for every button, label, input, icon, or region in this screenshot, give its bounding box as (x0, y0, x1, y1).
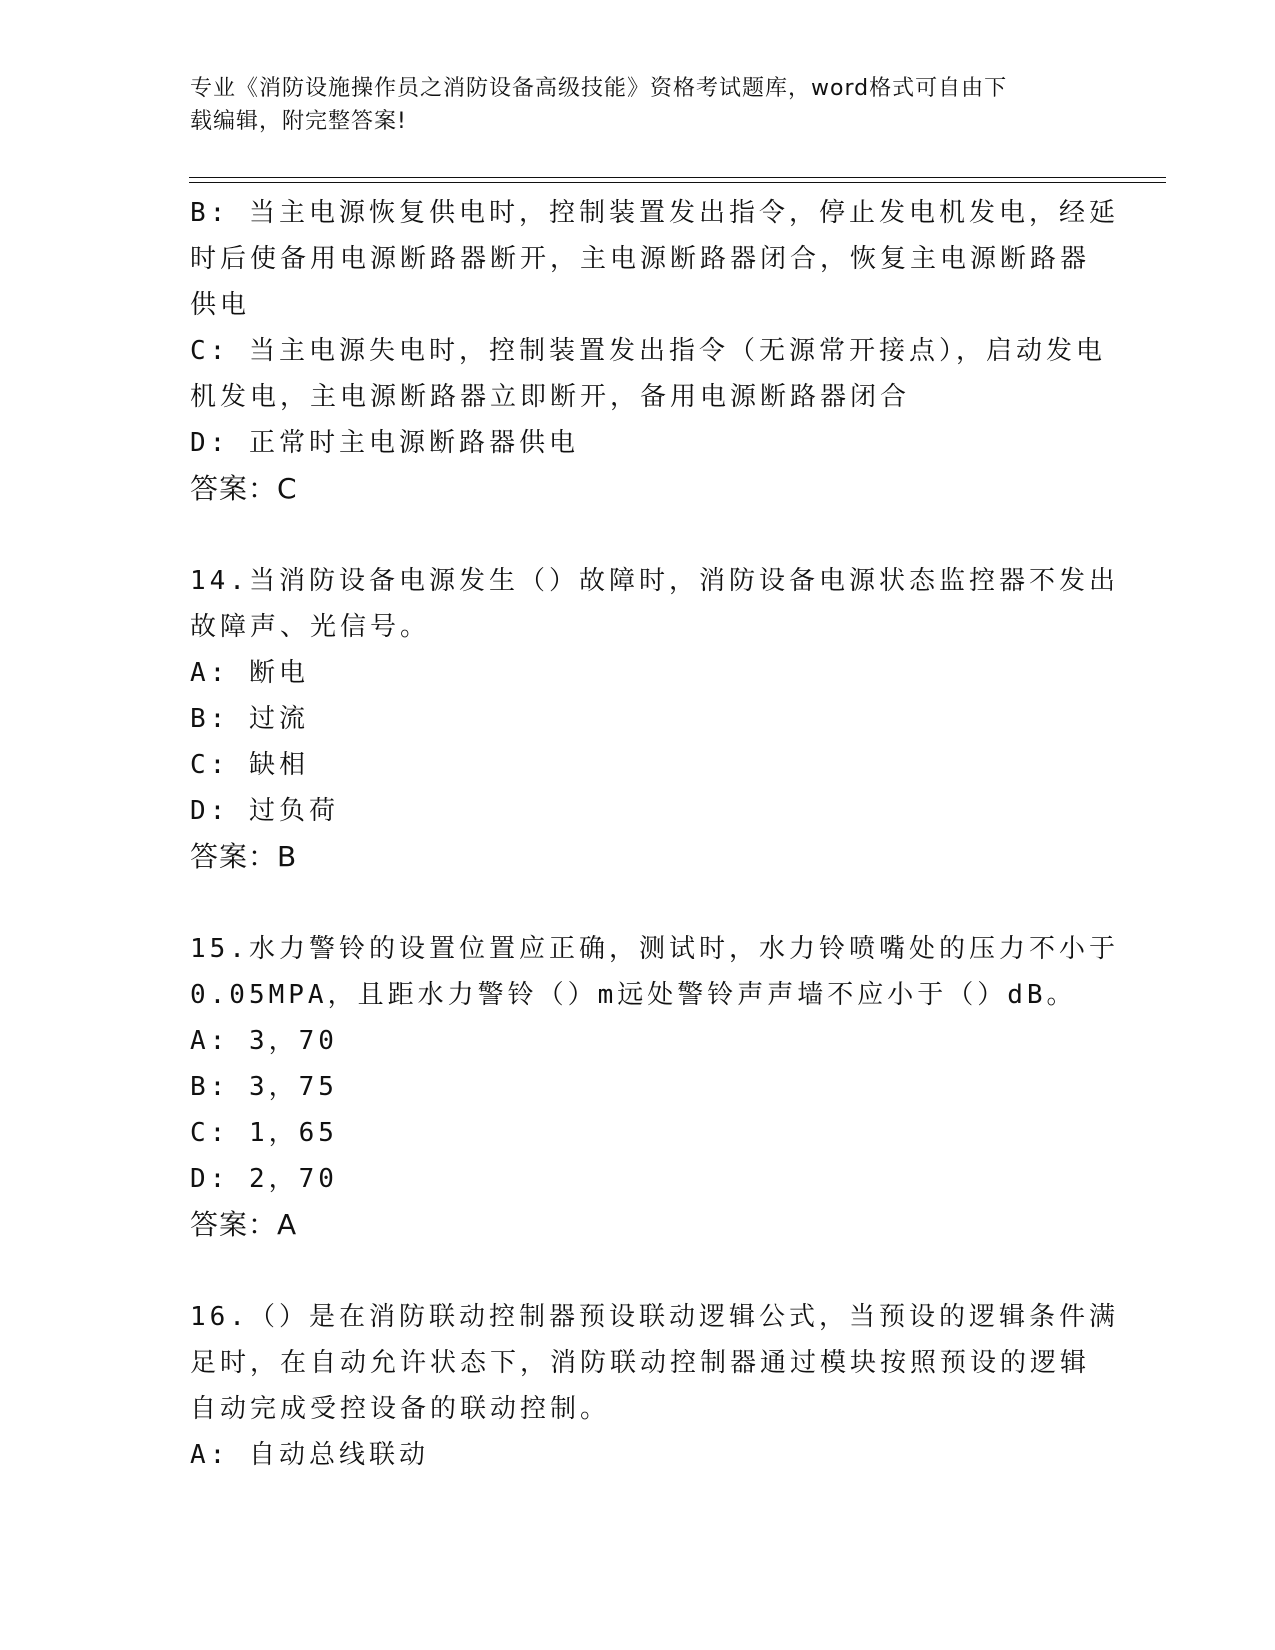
option-a: A: 断电 (190, 658, 309, 688)
option-b: B: 过流 (190, 704, 309, 734)
question-14 (190, 558, 1119, 880)
option-d: D: 2，70 (190, 1164, 338, 1194)
option-b-line-1: B: 当主电源恢复供电时，控制装置发出指令，停止发电机发电，经延 (190, 198, 1119, 228)
option-a: A: 自动总线联动 (190, 1440, 429, 1470)
question-stem-line-1: 14.当消防设备电源发生（）故障时，消防设备电源状态监控器不发出 (190, 566, 1119, 596)
option-c: C: 1，65 (190, 1118, 338, 1148)
document-header (190, 72, 1090, 138)
question-stem-line-2: 故障声、光信号。 (190, 612, 431, 642)
question-stem-line-2: 足时，在自动允许状态下，消防联动控制器通过模块按照预设的逻辑 (190, 1348, 1091, 1378)
question-13-continued (190, 190, 1119, 512)
option-c: C: 缺相 (190, 750, 309, 780)
question-stem-line-2: 0.05MPA，且距水力警铃（）m远处警铃声声墙不应小于（）dB。 (190, 980, 1077, 1010)
header-rule-top (189, 177, 1166, 178)
question-stem-line-1: 16.（）是在消防联动控制器预设联动逻辑公式，当预设的逻辑条件满 (190, 1302, 1119, 1332)
option-c-line-1: C: 当主电源失电时，控制装置发出指令（无源常开接点），启动发电 (190, 336, 1106, 366)
spacer (190, 512, 1090, 558)
spacer (190, 1248, 1090, 1294)
question-stem-line-3: 自动完成受控设备的联动控制。 (190, 1394, 611, 1424)
answer-15: 答案：A (190, 1208, 298, 1241)
question-15 (190, 926, 1119, 1248)
answer-14: 答案：B (190, 840, 298, 873)
option-b: B: 3，75 (190, 1072, 338, 1102)
header-rule-bottom (189, 182, 1166, 183)
option-b-line-2: 时后使备用电源断路器断开，主电源断路器闭合，恢复主电源断路器 (190, 244, 1091, 274)
answer-13: 答案：C (190, 472, 298, 505)
question-stem-line-1: 15.水力警铃的设置位置应正确，测试时，水力铃喷嘴处的压力不小于 (190, 934, 1119, 964)
option-d: D: 过负荷 (190, 796, 339, 826)
header-line-1: 专业《消防设施操作员之消防设备高级技能》资格考试题库，word格式可自由下 (190, 76, 1008, 101)
header-line-2: 载编辑，附完整答案! (190, 109, 407, 134)
option-c-line-2: 机发电，主电源断路器立即断开，备用电源断路器闭合 (190, 382, 911, 412)
option-d: D: 正常时主电源断路器供电 (190, 428, 579, 458)
option-b-line-3: 供电 (190, 290, 251, 320)
option-a: A: 3，70 (190, 1026, 338, 1056)
question-16 (190, 1294, 1119, 1478)
spacer (190, 880, 1090, 926)
document-body (190, 190, 1119, 1478)
